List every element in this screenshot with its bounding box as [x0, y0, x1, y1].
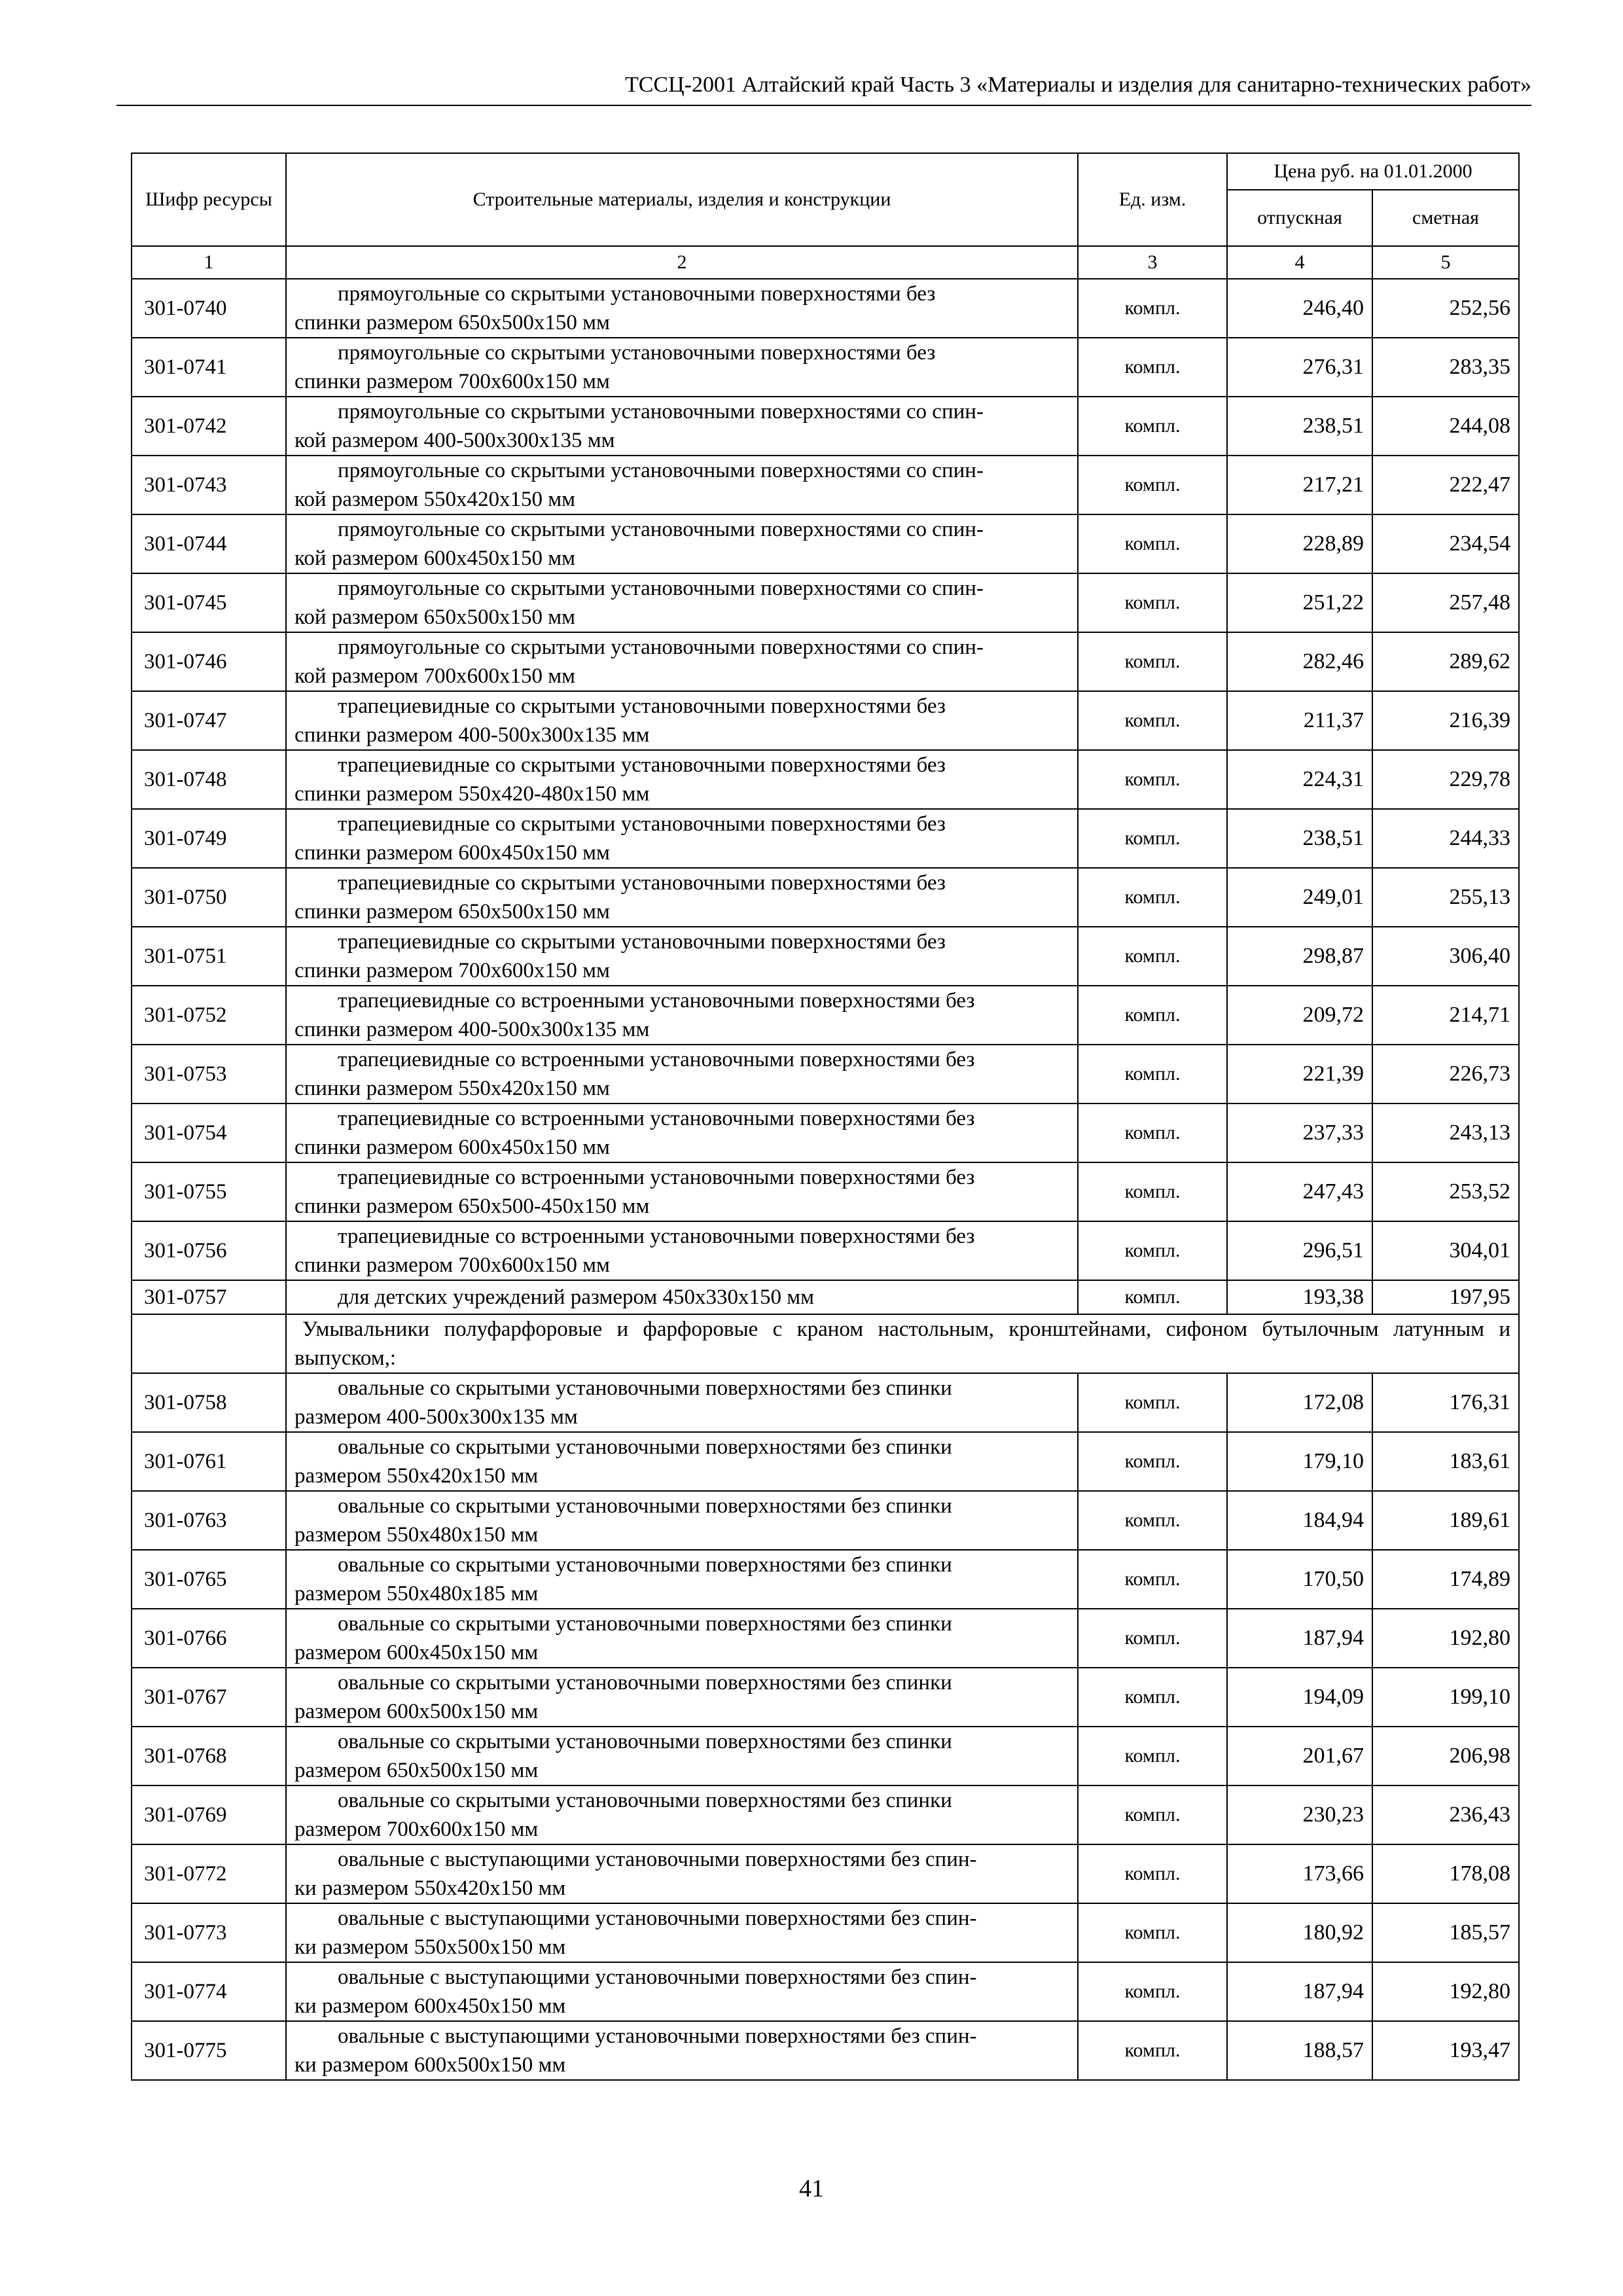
release-price: 237,33 [1227, 1103, 1372, 1162]
resource-code: 301-0757 [132, 1280, 286, 1314]
description-line: размером 550х480х185 мм [294, 1582, 539, 1605]
description-line: размером 600х500х150 мм [294, 1700, 539, 1723]
section-heading: Умывальники полуфарфоровые и фарфоровые с краном настольным, кронштейнами, сифоном бутылочным латунным и выпуском,: [286, 1314, 1519, 1373]
unit-of-measure: компл. [1078, 514, 1227, 573]
unit-of-measure: компл. [1078, 1962, 1227, 2021]
release-price: 251,22 [1227, 573, 1372, 632]
estimate-price: 252,56 [1372, 279, 1519, 338]
release-price: 188,57 [1227, 2021, 1372, 2080]
unit-of-measure: компл. [1078, 809, 1227, 868]
description-line: овальные со скрытыми установочными поверхностями без спинки [338, 1553, 952, 1577]
material-description [286, 1550, 1078, 1609]
material-description [286, 397, 1078, 456]
material-description [286, 1903, 1078, 1962]
table-row [132, 868, 1519, 927]
description-line: ки размером 600х500х150 мм [294, 2053, 566, 2077]
column-header-name: Строительные материалы, изделия и конструкции [286, 153, 1078, 246]
unit-of-measure: компл. [1078, 1668, 1227, 1727]
estimate-price: 192,80 [1372, 1962, 1519, 2021]
material-description [286, 1609, 1078, 1668]
unit-of-measure: компл. [1078, 1162, 1227, 1221]
resource-code: 301-0750 [132, 868, 286, 927]
estimate-price: 193,47 [1372, 2021, 1519, 2080]
estimate-price: 306,40 [1372, 927, 1519, 986]
estimate-price: 253,52 [1372, 1162, 1519, 1221]
description-line: размером 550х420х150 мм [294, 1464, 539, 1488]
resource-code: 301-0751 [132, 927, 286, 986]
resource-code: 301-0742 [132, 397, 286, 456]
column-number: 4 [1227, 246, 1372, 279]
material-description [286, 1491, 1078, 1550]
release-price: 193,38 [1227, 1280, 1372, 1314]
description-line: трапециевидные со скрытыми установочными поверхностями без [338, 930, 946, 954]
table-row [132, 1373, 1519, 1432]
release-price: 276,31 [1227, 338, 1372, 397]
table-row [132, 1727, 1519, 1785]
description-line: спинки размером 700х600х150 мм [294, 1253, 610, 1277]
resource-code: 301-0746 [132, 632, 286, 691]
estimate-price: 255,13 [1372, 868, 1519, 927]
release-price: 179,10 [1227, 1432, 1372, 1491]
table-row [132, 1045, 1519, 1103]
estimate-price: 192,80 [1372, 1609, 1519, 1668]
unit-of-measure: компл. [1078, 632, 1227, 691]
description-line: трапециевидные со встроенными установочными поверхностями без [338, 1107, 975, 1130]
release-price: 184,94 [1227, 1491, 1372, 1550]
release-price: 180,92 [1227, 1903, 1372, 1962]
description-line: кой размером 600х450х150 мм [294, 547, 576, 570]
material-description [286, 514, 1078, 573]
description-line: кой размером 700х600х150 мм [294, 664, 576, 688]
material-description [286, 1162, 1078, 1221]
description-line: кой размером 400-500х300х135 мм [294, 429, 615, 452]
table-row [132, 1432, 1519, 1491]
description-line: трапециевидные со скрытыми установочными поверхностями без [338, 694, 946, 718]
release-price: 173,66 [1227, 1844, 1372, 1903]
description-line: овальные со скрытыми установочными поверхностями без спинки [338, 1435, 952, 1459]
description-line: овальные со скрытыми установочными поверхностями без спинки [338, 1376, 952, 1400]
material-description [286, 456, 1078, 514]
material-description [286, 573, 1078, 632]
estimate-price: 243,13 [1372, 1103, 1519, 1162]
description-line: трапециевидные со скрытыми установочными поверхностями без [338, 753, 946, 777]
table-row [132, 1903, 1519, 1962]
estimate-price: 234,54 [1372, 514, 1519, 573]
table-row [132, 1103, 1519, 1162]
description-line: трапециевидные со встроенными установочными поверхностями без [338, 989, 975, 1013]
unit-of-measure: компл. [1078, 927, 1227, 986]
column-header-unit: Ед. изм. [1078, 153, 1227, 246]
unit-of-measure: компл. [1078, 573, 1227, 632]
table-row [132, 1785, 1519, 1844]
description-line: трапециевидные со встроенными установочными поверхностями без [338, 1166, 975, 1189]
description-line: спинки размером 550х420х150 мм [294, 1077, 610, 1100]
description-line: спинки размером 600х450х150 мм [294, 841, 610, 865]
description-line: спинки размером 400-500х300х135 мм [294, 1018, 650, 1041]
unit-of-measure: компл. [1078, 1103, 1227, 1162]
estimate-price: 283,35 [1372, 338, 1519, 397]
unit-of-measure: компл. [1078, 1785, 1227, 1844]
unit-of-measure: компл. [1078, 1373, 1227, 1432]
release-price: 187,94 [1227, 1962, 1372, 2021]
resource-code: 301-0747 [132, 691, 286, 750]
resource-code: 301-0748 [132, 750, 286, 809]
resource-code: 301-0753 [132, 1045, 286, 1103]
description-line: овальные со скрытыми установочными поверхностями без спинки [338, 1612, 952, 1636]
description-line: ки размером 600х450х150 мм [294, 1994, 566, 2018]
estimate-price: 176,31 [1372, 1373, 1519, 1432]
column-header-price-group: Цена руб. на 01.01.2000 [1227, 153, 1519, 190]
unit-of-measure: компл. [1078, 456, 1227, 514]
release-price: 187,94 [1227, 1609, 1372, 1668]
resource-code: 301-0758 [132, 1373, 286, 1432]
table-row [132, 2021, 1519, 2080]
material-description [286, 1221, 1078, 1280]
unit-of-measure: компл. [1078, 1280, 1227, 1314]
description-line: прямоугольные со скрытыми установочными поверхностями со спин- [338, 459, 984, 482]
table-row [132, 750, 1519, 809]
column-header-price-release: отпускная [1227, 190, 1372, 246]
description-line: ки размером 550х420х150 мм [294, 1876, 566, 1900]
estimate-price: 199,10 [1372, 1668, 1519, 1727]
release-price: 170,50 [1227, 1550, 1372, 1609]
estimate-price: 197,95 [1372, 1280, 1519, 1314]
description-line: прямоугольные со скрытыми установочными поверхностями без [338, 282, 936, 306]
estimate-price: 244,33 [1372, 809, 1519, 868]
description-line: прямоугольные со скрытыми установочными поверхностями со спин- [338, 636, 984, 659]
unit-of-measure: компл. [1078, 691, 1227, 750]
description-line: овальные со скрытыми установочными поверхностями без спинки [338, 1789, 952, 1812]
table-row [132, 573, 1519, 632]
column-number: 2 [286, 246, 1078, 279]
column-header-code: Шифр ресурсы [132, 153, 286, 246]
estimate-price: 189,61 [1372, 1491, 1519, 1550]
table-row [132, 809, 1519, 868]
release-price: 224,31 [1227, 750, 1372, 809]
estimate-price: 206,98 [1372, 1727, 1519, 1785]
material-description [286, 927, 1078, 986]
material-description [286, 809, 1078, 868]
material-description [286, 1103, 1078, 1162]
estimate-price: 289,62 [1372, 632, 1519, 691]
estimate-price: 229,78 [1372, 750, 1519, 809]
description-line: спинки размером 650х500х150 мм [294, 311, 610, 334]
description-line: овальные с выступающими установочными поверхностями без спин- [338, 1848, 977, 1871]
release-price: 201,67 [1227, 1727, 1372, 1785]
description-line: спинки размером 700х600х150 мм [294, 370, 610, 393]
empty-code-cell [132, 1314, 286, 1373]
estimate-price: 244,08 [1372, 397, 1519, 456]
description-line: прямоугольные со скрытыми установочными поверхностями без [338, 341, 936, 365]
material-description [286, 868, 1078, 927]
resource-code: 301-0740 [132, 279, 286, 338]
material-description [286, 1432, 1078, 1491]
release-price: 228,89 [1227, 514, 1372, 573]
resource-code: 301-0769 [132, 1785, 286, 1844]
unit-of-measure: компл. [1078, 1727, 1227, 1785]
description-line: овальные с выступающими установочными поверхностями без спин- [338, 1907, 977, 1930]
description-line: размером 650х500х150 мм [294, 1759, 539, 1782]
table-row [132, 632, 1519, 691]
unit-of-measure: компл. [1078, 1432, 1227, 1491]
material-description [286, 2021, 1078, 2080]
resource-code: 301-0743 [132, 456, 286, 514]
estimate-price: 174,89 [1372, 1550, 1519, 1609]
estimate-price: 222,47 [1372, 456, 1519, 514]
unit-of-measure: компл. [1078, 1844, 1227, 1903]
release-price: 172,08 [1227, 1373, 1372, 1432]
material-description [286, 1373, 1078, 1432]
resource-code: 301-0768 [132, 1727, 286, 1785]
resource-code: 301-0773 [132, 1903, 286, 1962]
unit-of-measure: компл. [1078, 1491, 1227, 1550]
unit-of-measure: компл. [1078, 397, 1227, 456]
release-price: 298,87 [1227, 927, 1372, 986]
table-row [132, 514, 1519, 573]
release-price: 238,51 [1227, 809, 1372, 868]
resource-code: 301-0774 [132, 1962, 286, 2021]
table-row [132, 1162, 1519, 1221]
table-row [132, 1844, 1519, 1903]
release-price: 217,21 [1227, 456, 1372, 514]
description-line: овальные с выступающими установочными поверхностями без спин- [338, 2024, 977, 2048]
description-line: размером 700х600х150 мм [294, 1818, 539, 1841]
column-number: 3 [1078, 246, 1227, 279]
resource-code: 301-0766 [132, 1609, 286, 1668]
table-row [132, 1668, 1519, 1727]
table-row [132, 397, 1519, 456]
unit-of-measure: компл. [1078, 338, 1227, 397]
material-description [286, 1727, 1078, 1785]
release-price: 296,51 [1227, 1221, 1372, 1280]
resource-code: 301-0752 [132, 986, 286, 1045]
table-row [132, 1280, 1519, 1314]
resource-code: 301-0756 [132, 1221, 286, 1280]
column-header-price-estimate: сметная [1372, 190, 1519, 246]
release-price: 238,51 [1227, 397, 1372, 456]
estimate-price: 226,73 [1372, 1045, 1519, 1103]
resource-code: 301-0749 [132, 809, 286, 868]
description-line: размером 400-500х300х135 мм [294, 1405, 578, 1429]
unit-of-measure: компл. [1078, 868, 1227, 927]
material-description [286, 632, 1078, 691]
description-line: спинки размером 650х500-450х150 мм [294, 1194, 650, 1218]
release-price: 247,43 [1227, 1162, 1372, 1221]
table-row [132, 1550, 1519, 1609]
release-price: 194,09 [1227, 1668, 1372, 1727]
estimate-price: 257,48 [1372, 573, 1519, 632]
resource-code: 301-0745 [132, 573, 286, 632]
description-line: овальные со скрытыми установочными поверхностями без спинки [338, 1494, 952, 1518]
material-description [286, 1668, 1078, 1727]
table-row [132, 1491, 1519, 1550]
resource-code: 301-0741 [132, 338, 286, 397]
description-line: кой размером 550х420х150 мм [294, 488, 576, 511]
description-line: прямоугольные со скрытыми установочными поверхностями со спин- [338, 518, 984, 541]
description-line: овальные со скрытыми установочными поверхностями без спинки [338, 1671, 952, 1695]
material-description [286, 691, 1078, 750]
material-description [286, 279, 1078, 338]
unit-of-measure: компл. [1078, 1903, 1227, 1962]
release-price: 211,37 [1227, 691, 1372, 750]
resource-code: 301-0761 [132, 1432, 286, 1491]
description-line: кой размером 650х500х150 мм [294, 605, 576, 629]
material-description [286, 986, 1078, 1045]
table-row [132, 279, 1519, 338]
table-row [132, 456, 1519, 514]
table-row [132, 986, 1519, 1045]
material-description: для детских учреждений размером 450х330х150 мм [286, 1280, 1078, 1314]
table-row [132, 1221, 1519, 1280]
resource-code: 301-0755 [132, 1162, 286, 1221]
page-number: 41 [799, 2175, 824, 2202]
material-description [286, 750, 1078, 809]
unit-of-measure: компл. [1078, 1045, 1227, 1103]
estimate-price: 216,39 [1372, 691, 1519, 750]
unit-of-measure: компл. [1078, 2021, 1227, 2080]
unit-of-measure: компл. [1078, 279, 1227, 338]
table-row [132, 691, 1519, 750]
description-line: прямоугольные со скрытыми установочными поверхностями со спин- [338, 577, 984, 600]
estimate-price: 178,08 [1372, 1844, 1519, 1903]
description-line: ки размером 550х500х150 мм [294, 1935, 566, 1959]
description-line: трапециевидные со встроенными установочными поверхностями без [338, 1225, 975, 1248]
resource-code: 301-0772 [132, 1844, 286, 1903]
unit-of-measure: компл. [1078, 1550, 1227, 1609]
column-number-row [132, 246, 1519, 279]
estimate-price: 236,43 [1372, 1785, 1519, 1844]
table-row [132, 338, 1519, 397]
resource-code: 301-0775 [132, 2021, 286, 2080]
release-price: 246,40 [1227, 279, 1372, 338]
unit-of-measure: компл. [1078, 750, 1227, 809]
description-line: спинки размером 650х500х150 мм [294, 900, 610, 924]
release-price: 230,23 [1227, 1785, 1372, 1844]
estimate-price: 214,71 [1372, 986, 1519, 1045]
table-row [132, 927, 1519, 986]
release-price: 209,72 [1227, 986, 1372, 1045]
resource-code: 301-0767 [132, 1668, 286, 1727]
description-line: размером 600х450х150 мм [294, 1641, 539, 1664]
estimate-price: 185,57 [1372, 1903, 1519, 1962]
description-line: овальные с выступающими установочными поверхностями без спин- [338, 1965, 977, 1989]
description-line: спинки размером 600х450х150 мм [294, 1136, 610, 1159]
table-row [132, 1962, 1519, 2021]
release-price: 221,39 [1227, 1045, 1372, 1103]
description-line: трапециевидные со скрытыми установочными поверхностями без [338, 871, 946, 895]
description-line: размером 550х480х150 мм [294, 1523, 539, 1547]
estimate-price: 304,01 [1372, 1221, 1519, 1280]
price-table [131, 152, 1520, 2081]
release-price: 249,01 [1227, 868, 1372, 927]
material-description [286, 338, 1078, 397]
release-price: 282,46 [1227, 632, 1372, 691]
resource-code: 301-0754 [132, 1103, 286, 1162]
description-line: прямоугольные со скрытыми установочными поверхностями со спин- [338, 400, 984, 423]
section-heading-row [132, 1314, 1519, 1373]
estimate-price: 183,61 [1372, 1432, 1519, 1491]
resource-code: 301-0763 [132, 1491, 286, 1550]
material-description [286, 1844, 1078, 1903]
description-line: спинки размером 700х600х150 мм [294, 959, 610, 982]
resource-code: 301-0744 [132, 514, 286, 573]
description-line: спинки размером 550х420-480х150 мм [294, 782, 650, 806]
resource-code: 301-0765 [132, 1550, 286, 1609]
table-row [132, 1609, 1519, 1668]
description-line: овальные со скрытыми установочными поверхностями без спинки [338, 1730, 952, 1753]
material-description [286, 1962, 1078, 2021]
unit-of-measure: компл. [1078, 1221, 1227, 1280]
column-number: 1 [132, 246, 286, 279]
description-line: трапециевидные со встроенными установочными поверхностями без [338, 1048, 975, 1071]
material-description [286, 1045, 1078, 1103]
description-line: спинки размером 400-500х300х135 мм [294, 723, 650, 747]
column-number: 5 [1372, 246, 1519, 279]
running-header: ТССЦ-2001 Алтайский край Часть 3 «Материалы и изделия для санитарно-технических работ» [116, 68, 1531, 106]
table-header-row [132, 153, 1519, 190]
unit-of-measure: компл. [1078, 1609, 1227, 1668]
material-description [286, 1785, 1078, 1844]
description-line: трапециевидные со скрытыми установочными поверхностями без [338, 812, 946, 836]
unit-of-measure: компл. [1078, 986, 1227, 1045]
